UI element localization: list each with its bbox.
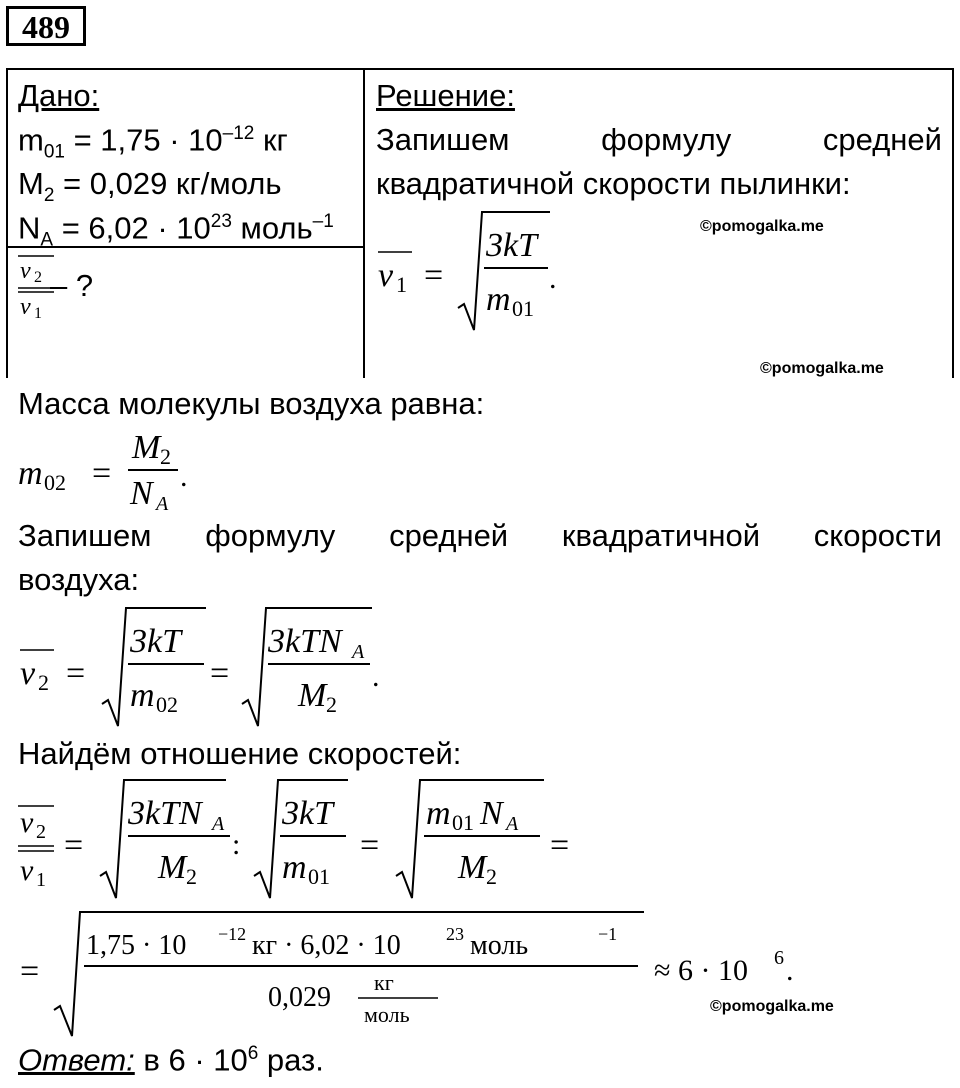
svg-text:.: . — [549, 262, 557, 295]
find-question: – ? — [50, 268, 94, 303]
svg-text:M: M — [298, 677, 327, 714]
watermark-1: ©pomogalka.me — [700, 218, 824, 235]
mass-text: Масса молекулы воздуха равна: — [18, 386, 485, 421]
given-M2: $M_2 = 0,029$ кг/моль — [18, 166, 282, 207]
svg-text:1: 1 — [36, 869, 46, 891]
svg-text:v: v — [20, 294, 31, 320]
svg-text:=: = — [64, 827, 84, 864]
watermark-2: ©pomogalka.me — [760, 360, 884, 377]
answer: Ответ: в $6 \cdot 10^6$ раз. — [18, 1042, 324, 1078]
watermark-3: ©pomogalka.me — [710, 998, 834, 1015]
svg-text:моль: моль — [470, 930, 529, 961]
svg-text:кг: кг — [374, 970, 394, 995]
svg-text:N: N — [130, 475, 153, 512]
svg-text:23: 23 — [446, 924, 464, 944]
svg-text:2: 2 — [34, 269, 42, 286]
svg-text:3kTN: 3kTN — [128, 795, 202, 832]
air-text-line2: воздуха: — [18, 562, 140, 597]
svg-text:m: m — [130, 677, 155, 714]
svg-text:m: m — [18, 455, 43, 492]
svg-text:≈ 6 · 10: ≈ 6 · 10 — [654, 954, 748, 987]
svg-text:01: 01 — [512, 296, 534, 321]
svg-text:m: m — [486, 281, 511, 318]
formula-numeric — [14, 906, 834, 1040]
given-m01: $m_{01} = 1,75 \cdot 10^{-12}$ кг — [18, 122, 288, 163]
svg-text:02: 02 — [44, 470, 66, 495]
table-divider — [363, 68, 365, 378]
air-text-line1: Запишем формулу средней квадратичной скорости — [18, 518, 942, 553]
svg-text:M: M — [132, 429, 161, 466]
svg-text:3kT: 3kT — [130, 623, 181, 660]
svg-text:N: N — [480, 795, 503, 832]
svg-text:−12: −12 — [218, 924, 247, 944]
solution-intro-line1: Запишем формулу средней — [376, 122, 942, 157]
svg-text:.: . — [372, 660, 380, 693]
solution-intro-line2: квадратичной скорости пылинки: — [376, 166, 851, 201]
svg-text:кг · 6,02 · 10: кг · 6,02 · 10 — [252, 930, 401, 961]
svg-text:=: = — [210, 655, 230, 692]
svg-text:2: 2 — [326, 692, 337, 717]
formula-m02 — [14, 424, 214, 516]
svg-text:M: M — [158, 849, 187, 886]
svg-text:A: A — [506, 813, 519, 835]
svg-text:.: . — [786, 954, 794, 987]
svg-text:2: 2 — [38, 670, 49, 695]
svg-text:моль: моль — [364, 1002, 410, 1027]
svg-text:2: 2 — [36, 821, 46, 843]
svg-text:A: A — [212, 813, 225, 835]
svg-text:3kT: 3kT — [282, 795, 333, 832]
svg-text:=: = — [424, 257, 444, 294]
table-top-border — [6, 68, 954, 70]
svg-text:02: 02 — [156, 692, 178, 717]
svg-text:v: v — [20, 854, 34, 887]
svg-text:2: 2 — [186, 864, 197, 889]
svg-text:1: 1 — [396, 272, 407, 297]
problem-number: 489 — [6, 6, 86, 46]
svg-text:A: A — [352, 641, 365, 663]
svg-text:−1: −1 — [598, 924, 618, 944]
formula-v1 — [372, 204, 572, 336]
svg-text::: : — [232, 828, 241, 861]
svg-text:2: 2 — [486, 864, 497, 889]
svg-text:v: v — [20, 806, 34, 839]
svg-text:2: 2 — [160, 444, 171, 469]
svg-text:=: = — [92, 455, 112, 492]
svg-text:A: A — [156, 493, 169, 515]
svg-text:3kTN: 3kTN — [268, 623, 342, 660]
table-left-border — [6, 68, 8, 378]
svg-text:01: 01 — [308, 864, 330, 889]
svg-text:=: = — [550, 827, 570, 864]
svg-text:0,029: 0,029 — [268, 982, 331, 1013]
svg-text:=: = — [66, 655, 86, 692]
svg-text:v: v — [378, 257, 394, 294]
svg-text:v: v — [20, 258, 31, 284]
table-right-border — [952, 68, 954, 378]
given-NA: $N_A = 6,02 \cdot 10^{23}$ моль$^{-1}$ — [18, 210, 334, 251]
svg-text:6: 6 — [774, 947, 784, 969]
formula-ratio — [14, 776, 594, 902]
ratio-text: Найдём отношение скоростей: — [18, 736, 462, 771]
svg-text:.: . — [180, 460, 188, 493]
formula-v2 — [14, 604, 414, 728]
svg-text:1,75 · 10: 1,75 · 10 — [86, 930, 187, 961]
svg-text:1: 1 — [34, 305, 42, 322]
svg-text:=: = — [360, 827, 380, 864]
svg-text:01: 01 — [452, 810, 474, 835]
svg-text:m: m — [282, 849, 307, 886]
given-header: Дано: — [18, 78, 100, 113]
svg-text:M: M — [458, 849, 487, 886]
svg-text:v: v — [20, 655, 36, 692]
answer-label: Ответ: — [18, 1042, 135, 1078]
svg-text:3kT: 3kT — [486, 227, 537, 264]
svg-text:m: m — [426, 795, 451, 832]
solution-header: Решение: — [376, 78, 515, 113]
svg-text:=: = — [20, 953, 40, 990]
